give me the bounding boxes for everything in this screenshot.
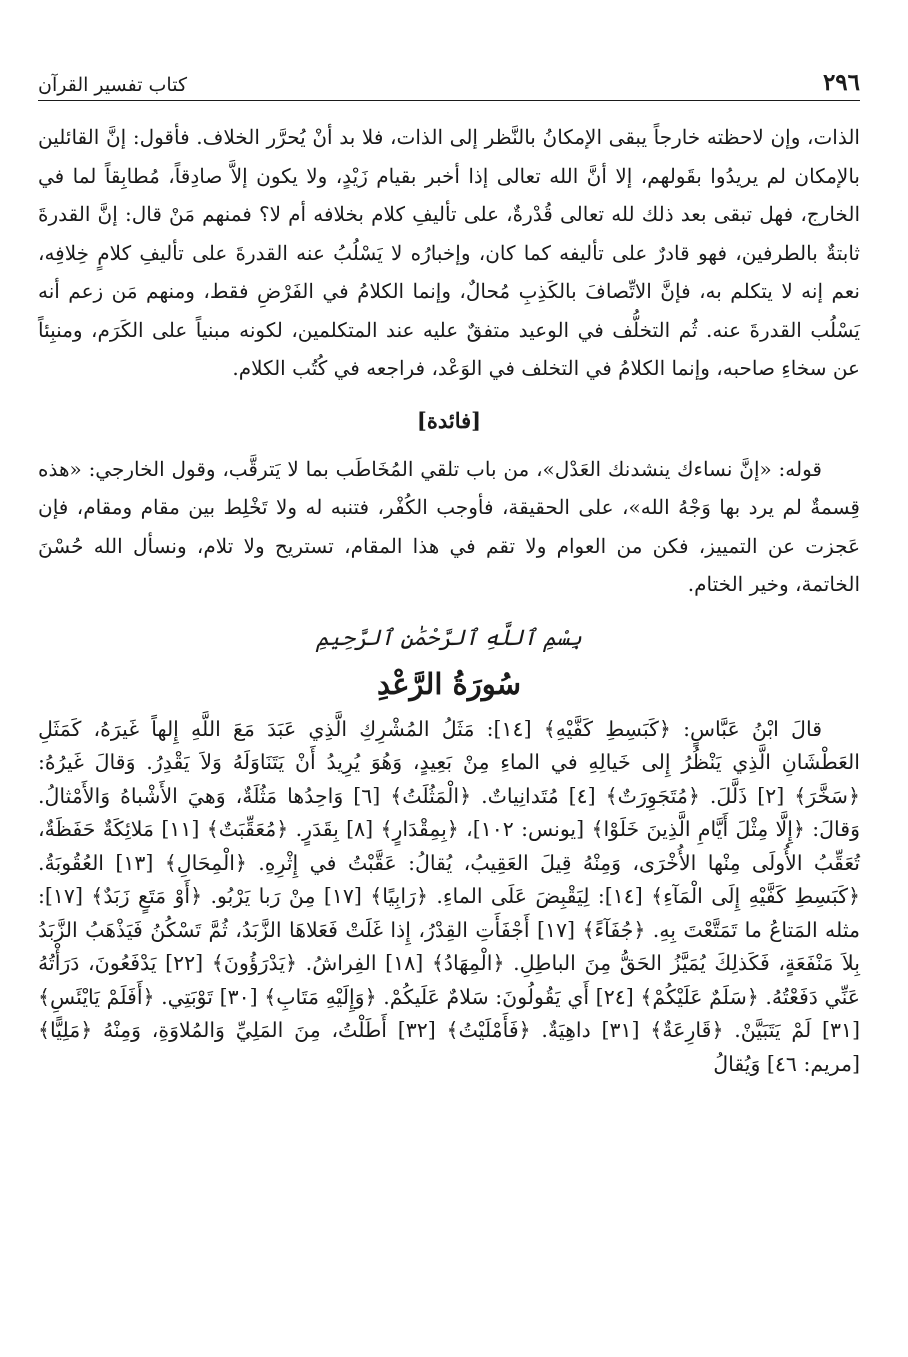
page-header (38, 60, 860, 101)
basmala-calligraphy: بِسْمِ ٱللَّهِ ٱلرَّحْمَٰنِ ٱلرَّحِيمِ (316, 625, 582, 651)
benefit-paragraph: قوله: «إنَّ نساءك ينشدنك العَدْل»، من باب تلقي المُخَاطَب بما لا يَترقَّب، وقول الخارجي: «هذه قِسمةٌ لم يرد بها وَجْهُ الله»، على الحقيقة، فأوجب الكُفْر، فتنبه له ولا تَخْلِط بين مقام ومقام، فإن عَجزت عن التمييز، فكن من العوام ولا تقم في هذا المقام، تستريح ولا تلام، ونسأل الله حُسْنَ الخاتمة، وخير الختام. (38, 456, 860, 596)
surah-title: سُورَةُ الرَّعْدِ (377, 666, 521, 701)
hadith-text-paragraph: قالَ ابْنُ عَبَّاسٍ: ﴿كَبَسِطِ كَفَّيْهِ﴾ [١٤]: مَثَلُ المُشْرِكِ الَّذِي عَبَدَ مَعَ اللَّهِ إِلهاً غَيرَهُ، كَمَثَلِ العَطْشَانِ الَّذِي يَنْظُرُ إِلى خَيالِهِ في الماءِ مِنْ بَعِيدٍ، وَهُوَ يُرِيدُ أَنْ يَتَنَاوَلَهُ وَلاَ يَقْدِرُ. وَقالَ غَيرُهُ: ﴿سَخَّرَ﴾ [٢] ذَلَّلَ. ﴿مُتَجَوِرَتٌ﴾ [٤] مُتَدانِياتٌ. ﴿الْمَثُلَتُ﴾ [٦] وَاحِدُها مَثُلَةٌ، وَهيَ الأَشْباهُ وَالأَمْثالُ. وَقالَ: ﴿إِلَّا مِثْلَ أَيَّامِ الَّذِينَ خَلَوْا﴾ [يونس: ١٠٢]، ﴿بِمِقْدَارٍ﴾ [٨] بِقَدَرٍ. ﴿مُعَقِّبَتٌ﴾ [١١] مَلائِكَةٌ حَفَظَةٌ، تُعَقِّبُ الأُولَى مِنْها الأُخْرَى، وَمِنْهُ قِيلَ العَقِيبُ، يُقالُ: عَقَّبْتُ في إِثْرِهِ. ﴿الْمِحَالِ﴾ [١٣] العُقُوبَةُ. ﴿كَبَسِطِ كَفَّيْهِ إِلَى الْمَآءِ﴾ [١٤]: لِيَقْبِضَ عَلَى الماءِ. ﴿رَابِيًا﴾ [١٧] مِنْ رَبا يَرْبُو. ﴿أَوْ مَتَعٍ زَبَدٌ﴾ [١٧]: مثله المَتاعُ ما تَمَتَّعْتَ بِهِ. ﴿جُفَآءً﴾ [١٧] أَجْفَأَتِ القِدْرُ، إِذا غَلَتْ فَعَلاهَا الزَّبَدُ، ثُمَّ تَسْكُنُ فَيَذْهَبُ الزَّبَدُ بِلاَ مَنْفَعَةٍ، فَكَذلِكَ يُمَيَّزُ الحَقُّ مِنَ الباطِلِ. ﴿الْمِهَادُ﴾ [١٨] الفِراشُ. ﴿يَدْرَؤُونَ﴾ [٢٢] يَدْفَعُونَ، دَرَأْتُهُ عَنِّي دَفَعْتُهُ. ﴿سَلَمٌ عَلَيْكُمْ﴾ [٢٤] أَي يَقُولُونَ: سَلامٌ عَلَيكُمْ. ﴿وَإِلَيْهِ مَتَابِ﴾ [٣٠] تَوْبَتِي. ﴿أَفَلَمْ يَايْئَسِ﴾ [٣١] لَمْ يَتَبَيَّنْ. ﴿قَارِعَةٌ﴾ [٣١] داهِيَةٌ. ﴿فَأَمْلَيْتُ﴾ [٣٢] أَطَلْتُ، مِنَ المَلِيِّ وَالمُلاوَةِ، وَمِنْهُ ﴿مَلِيًّا﴾ [مريم: ٤٦] وَيُقالُ (38, 716, 861, 1076)
page-body (38, 118, 860, 1081)
commentary-paragraph: الذات، وإن لاحظته خارجاً يبقى الإمكانُ بالنَّظر إلى الذات، فلا بد أنْ يُحرَّر الخلاف. فأقول: إنَّ القائلين بالإمكان لم يريدُوا بقَولهم، إلا أنَّ الله تعالى إذا أخبر بقيام زَيْدٍ، ولا يكون إلاَّ صادِقاً، مُطابِقاً لما في الخارج، فهل تبقى بعد ذلك لله تعالى قُدْرةٌ، على تأليفِ كلام بخلافه أم لا؟ فمنهم مَنْ قال: إنَّ القدرةَ ثابتةٌ بالطرفين، فهو قادرٌ على تأليفه كما كان، وإخبارُه لا يَسْلُبُ عنه القدرةَ على تأليفِ كلامٍ خِلافِه، نعم إنه لا يتكلم به، فإنَّ الاتِّصافَ بالكَذِبِ مُحالٌ، وإنما الكلامُ في الفَرْضِ فقط، ومنهم مَن زعم أنه يَسْلُب القدرةَ عنه. ثُم التخلُّف في الوعيد متفقٌ عليه عند المتكلمين، لكونه مبنياً على الكَرَم، ومنبِئاً عن سخاءِ صاحبه، وإنما الكلامُ في التخلف في الوَعْد، فراجعه في كُتُب الكلام. (38, 125, 860, 380)
page-number: ٢٩٦ (822, 69, 860, 96)
running-title: كتاب تفسير القرآن (38, 74, 187, 96)
section-heading: [فائدة] (416, 407, 482, 433)
